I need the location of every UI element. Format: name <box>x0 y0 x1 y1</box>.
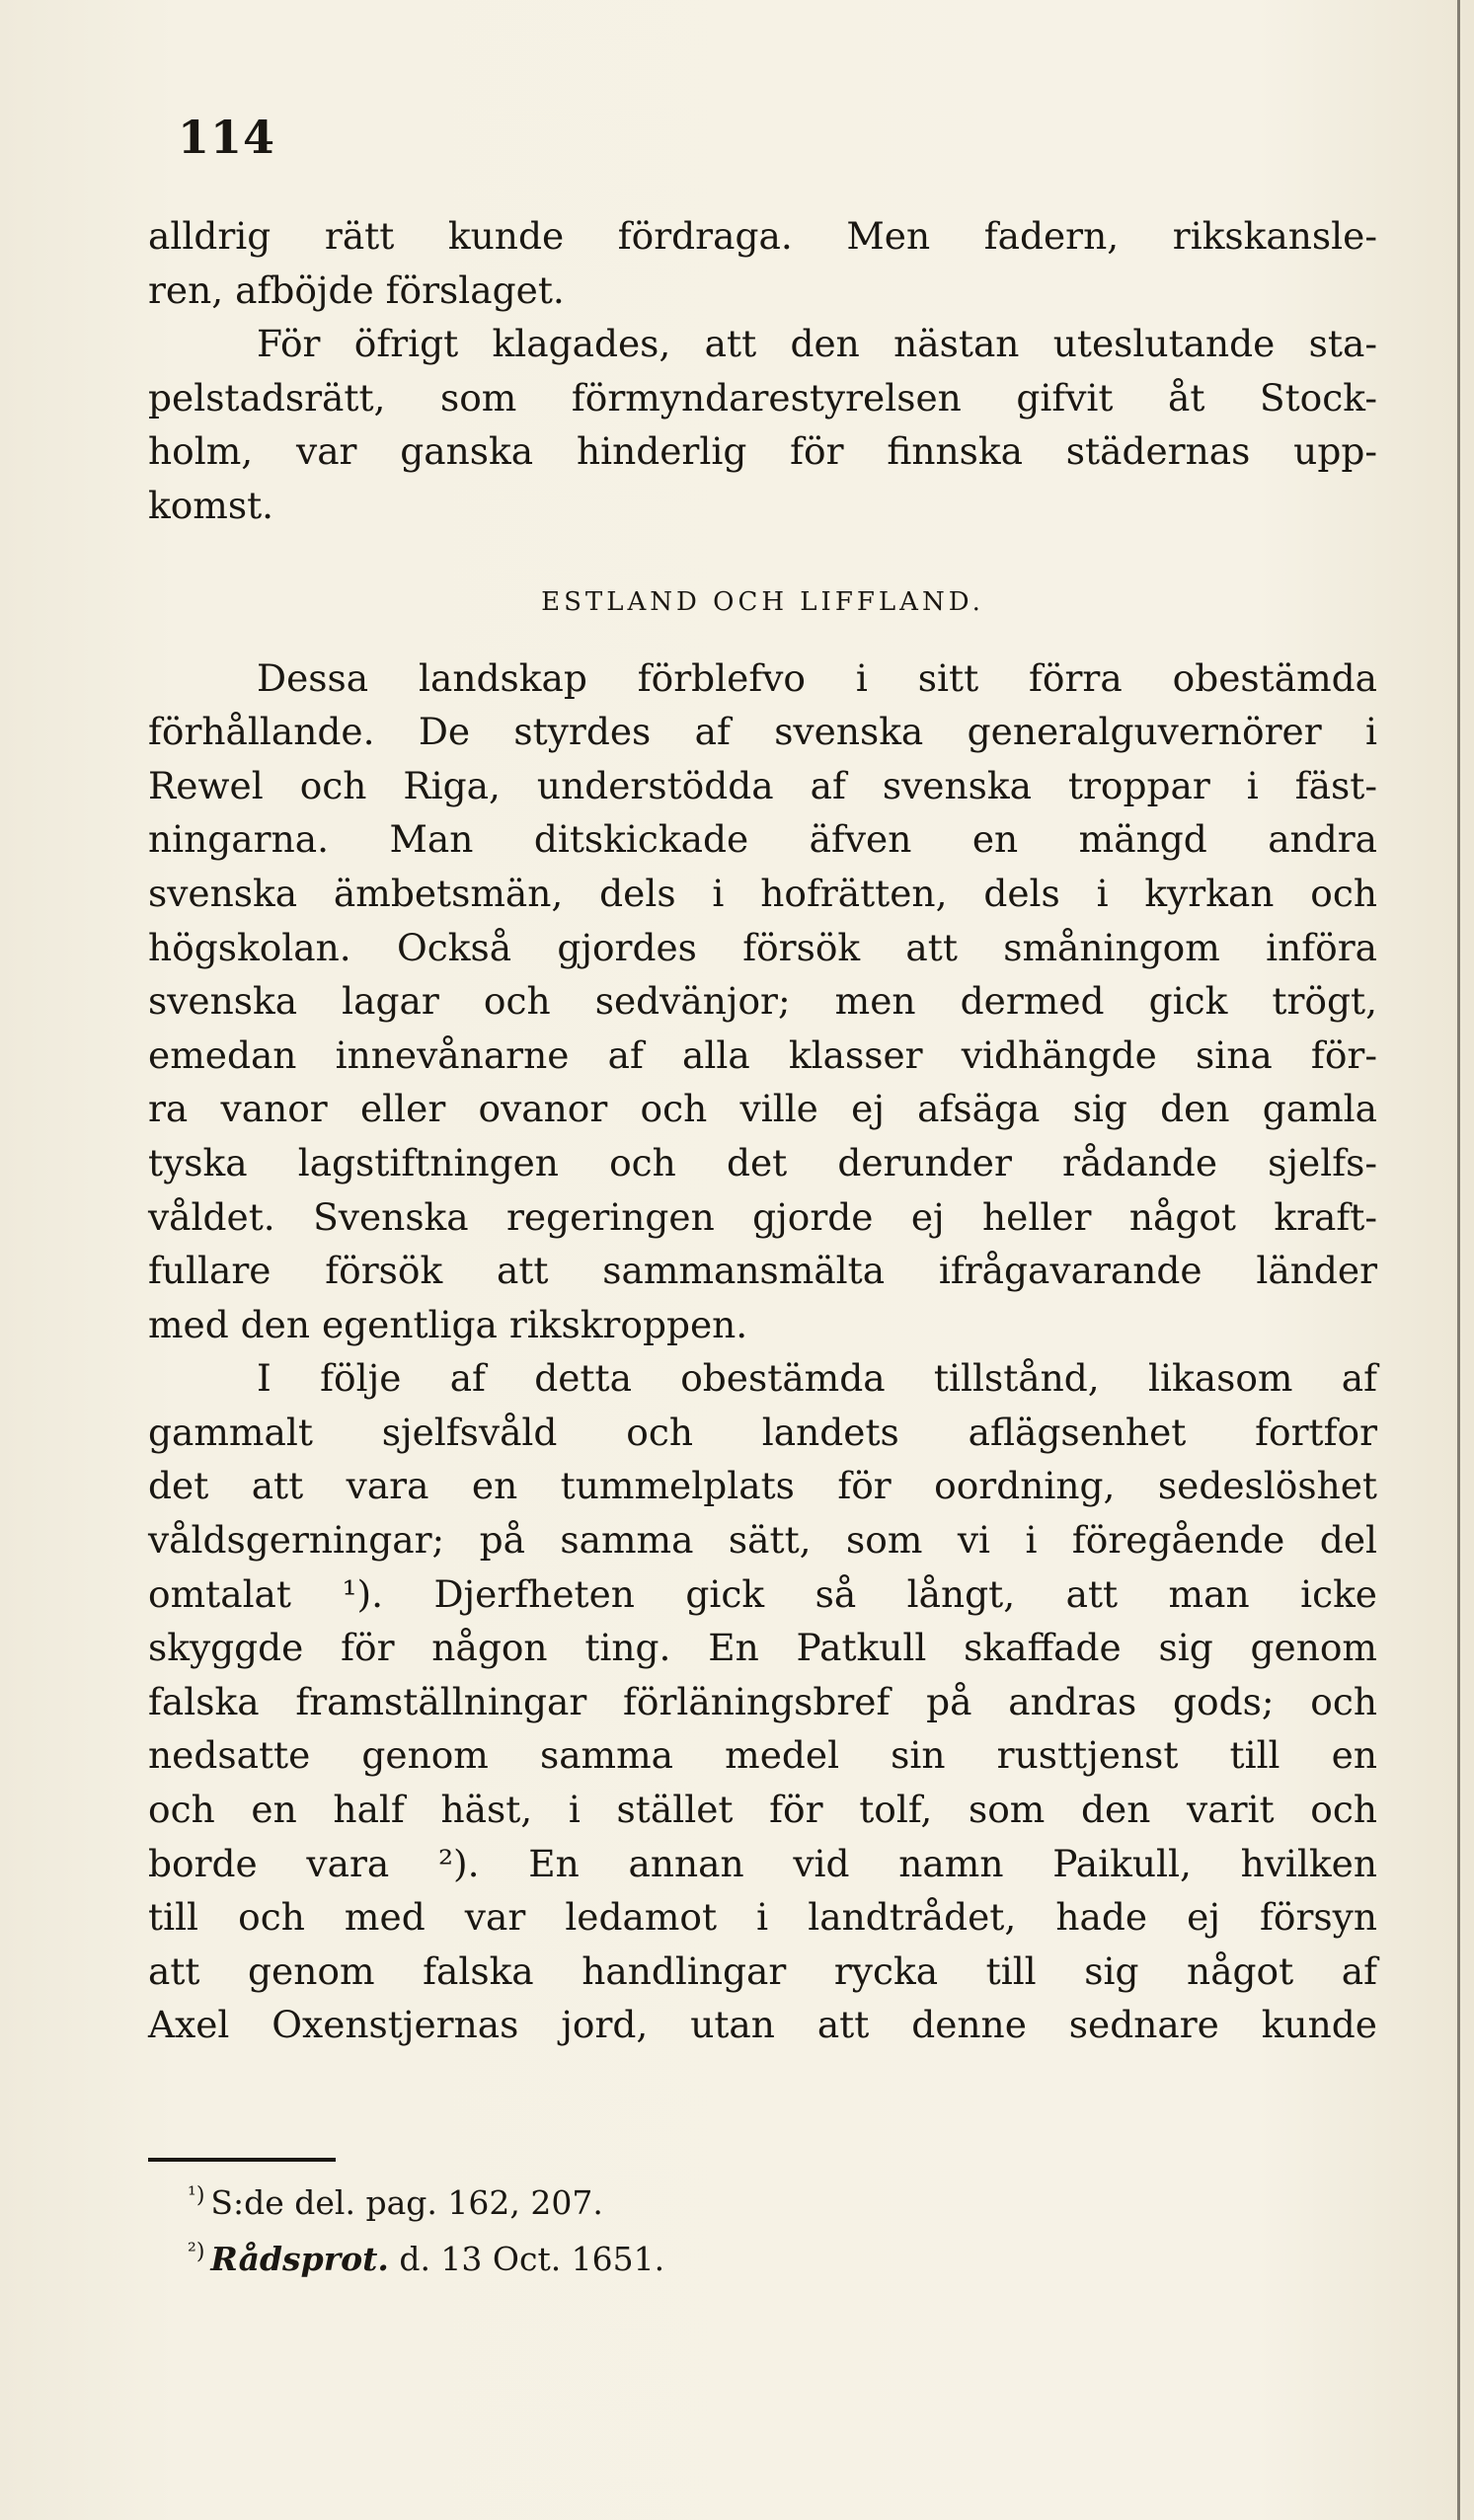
text-line: gammalt sjelfsvåld och landets aflägsenhet fortfor <box>148 1410 1377 1454</box>
text-line: skyggde för någon ting. En Patkull skaffade sig genom <box>148 1626 1377 1670</box>
footnote-source: Rådsprot. <box>210 2240 389 2278</box>
text-line: Rewel och Riga, understödda af svenska troppar i fäst- <box>148 763 1377 807</box>
text-line: I följe af detta obestämda tillstånd, likasom af <box>257 1356 1377 1401</box>
text-line: emedan innevånarne af alla klasser vidhängde sina för- <box>148 1032 1377 1077</box>
text-line: ningarna. Man ditskickade äfven en mängd andra <box>148 817 1377 862</box>
text-line: omtalat ¹). Djerfheten gick så långt, att man icke <box>148 1571 1377 1616</box>
body-text <box>148 209 1377 2052</box>
text-line: falska framställningar förläningsbref på andras gods; och <box>148 1679 1377 1723</box>
text-line: till och med var ledamot i landtrådet, hade ej försyn <box>148 1895 1377 1940</box>
page-number: 114 <box>178 111 276 164</box>
text-line: våldsgerningar; på samma sätt, som vi i föregående del <box>148 1518 1377 1563</box>
footnotes <box>188 2172 664 2284</box>
text-line: fullare försök att sammansmälta ifrågavarande länder <box>148 1249 1377 1293</box>
section-heading: ESTLAND OCH LIFFLAND. <box>541 586 984 617</box>
text-line: holm, var ganska hinderlig för finnska städernas upp- <box>148 429 1377 474</box>
text-line: svenska lagar och sedvänjor; men dermed gick trögt, <box>148 979 1377 1024</box>
text-line: högskolan. Också gjordes försök att småningom införa <box>148 925 1377 969</box>
footnote-text: d. 13 Oct. 1651. <box>388 2240 665 2278</box>
text-line: nedsatte genom samma medel sin rusttjenst till en <box>148 1733 1377 1778</box>
text-line: För öfrigt klagades, att den nästan uteslutande sta- <box>257 322 1377 366</box>
text-line: svenska ämbetsmän, dels i hofrätten, dels i kyrkan och <box>148 871 1377 915</box>
text-line: ren, afböjde förslaget. <box>148 267 565 312</box>
text-line: att genom falska handlingar rycka till sig något af <box>148 1948 1377 1993</box>
text-line: förhållande. De styrdes af svenska generalguvernörer i <box>148 710 1377 754</box>
text-line: alldrig rätt kunde fördraga. Men fadern, rikskansle- <box>148 214 1377 258</box>
text-line: Axel Oxenstjernas jord, utan att denne sednare kunde <box>148 2003 1377 2047</box>
text-line: det att vara en tummelplats för oordning, sedeslöshet <box>148 1464 1377 1508</box>
footnote-1 <box>188 2172 664 2228</box>
footnote-divider <box>148 2158 336 2162</box>
footnote-mark: ¹) <box>188 2183 205 2208</box>
text-line: borde vara ²). En annan vid namn Paikull, hvilken <box>148 1841 1377 1885</box>
text-line: och en half häst, i stället för tolf, som den varit och <box>148 1788 1377 1832</box>
footnote-mark: ²) <box>188 2240 205 2264</box>
page-edge-shadow <box>1457 0 1460 2520</box>
text-line: ra vanor eller ovanor och ville ej afsäga sig den gamla <box>148 1087 1377 1131</box>
text-line: våldet. Svenska regeringen gjorde ej heller något kraft- <box>148 1194 1377 1239</box>
text-line: med den egentliga rikskroppen. <box>148 1302 748 1346</box>
footnote-text: S:de del. pag. 162, 207. <box>210 2183 603 2222</box>
text-line: komst. <box>148 483 274 527</box>
text-line: Dessa landskap förblefvo i sitt förra obestämda <box>257 655 1377 700</box>
text-line: pelstadsrätt, som förmyndarestyrelsen gifvit åt Stock- <box>148 375 1377 420</box>
text-line: tyska lagstiftningen och det derunder rådande sjelfs- <box>148 1140 1377 1184</box>
footnote-2 <box>188 2228 664 2284</box>
